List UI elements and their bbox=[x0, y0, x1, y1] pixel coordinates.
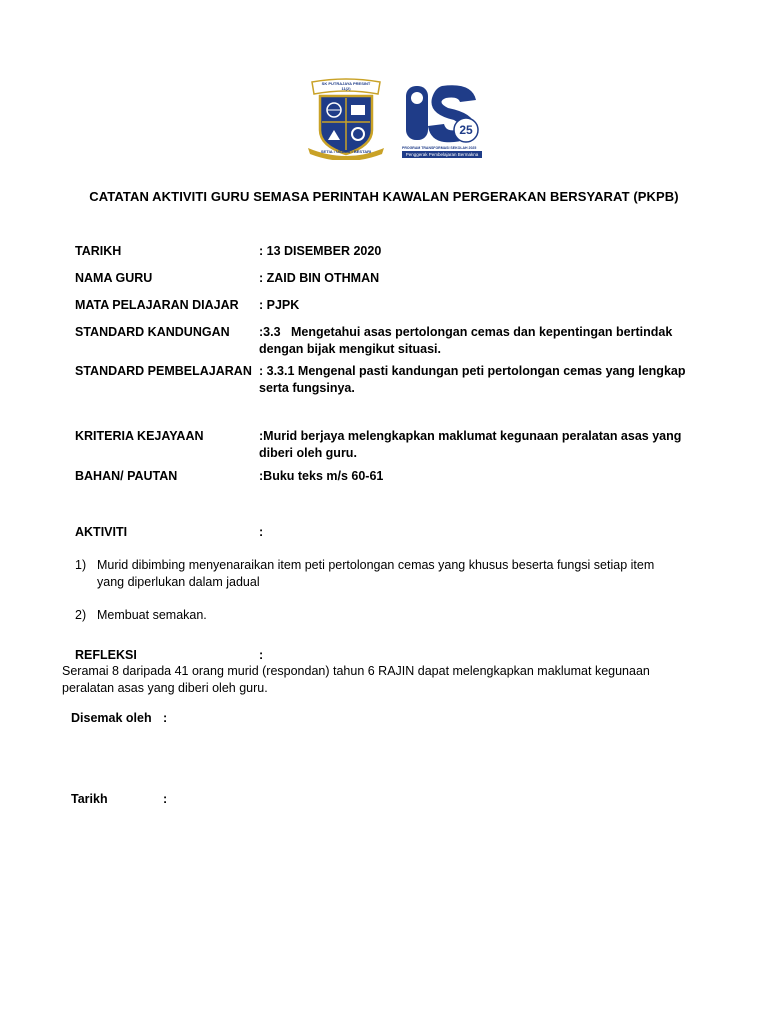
school-crest-logo bbox=[298, 78, 394, 160]
tarikh-signoff-colon: : bbox=[163, 792, 168, 806]
tarikh-signoff-label: Tarikh bbox=[71, 792, 108, 806]
field-value-nama-guru: : ZAID BIN OTHMAN bbox=[259, 271, 380, 285]
crest-motto-text: SETIA • USAHA • BESTARI bbox=[320, 149, 372, 154]
document-title: CATATAN AKTIVITI GURU SEMASA PERINTAH KAWALAN PERGERAKAN BERSYARAT (PKPB) bbox=[89, 189, 679, 204]
field-value-standard-kandungan: :3.3 Mengetahui asas pertolongan cemas dan kepentingan bertindak dengan bijak mengikut situasi. bbox=[259, 325, 676, 356]
refleksi-colon: : bbox=[259, 648, 264, 662]
aktiviti-item-text-1: Murid dibimbing menyenaraikan item peti pertolongan cemas yang khusus beserta fungsi setiap item yang diperlukan dalam jadual bbox=[97, 558, 655, 589]
ts25-tagline: Penggerak Pembelajaran Bermakna bbox=[402, 151, 482, 158]
aktiviti-item-number-2: 2) bbox=[75, 608, 87, 622]
ts25-logo bbox=[402, 80, 482, 160]
field-label-standard-kandungan: STANDARD KANDUNGAN bbox=[75, 325, 230, 339]
field-value-mata-pelajaran: : PJPK bbox=[259, 298, 300, 312]
aktiviti-item-number-1: 1) bbox=[75, 558, 87, 572]
disemak-label: Disemak oleh bbox=[71, 711, 152, 725]
refleksi-label: REFLEKSI bbox=[75, 648, 137, 662]
field-label-kriteria-kejayaan: KRITERIA KEJAYAAN bbox=[75, 429, 204, 443]
field-label-tarikh: TARIKH bbox=[75, 244, 122, 258]
refleksi-text: Seramai 8 daripada 41 orang murid (respondan) tahun 6 RAJIN dapat melengkapkan maklumat kegunaan peralatan asas yang diberi oleh guru. bbox=[62, 664, 650, 695]
crest-banner-text: SK PUTRAJAYA PRESINT 11(2) bbox=[321, 81, 371, 91]
aktiviti-label: AKTIVITI bbox=[75, 525, 128, 539]
aktiviti-colon: : bbox=[259, 525, 264, 539]
field-value-kriteria-kejayaan: :Murid berjaya melengkapkan maklumat kegunaan peralatan asas yang diberi oleh guru. bbox=[259, 429, 682, 460]
field-label-nama-guru: NAMA GURU bbox=[75, 271, 153, 285]
field-value-tarikh: : 13 DISEMBER 2020 bbox=[259, 244, 382, 258]
ts25-caption: PROGRAM TRANSFORMASI SEKOLAH 2025 bbox=[402, 146, 477, 150]
field-value-standard-pembelajaran: : 3.3.1 Mengenal pasti kandungan peti pertolongan cemas yang lengkap serta fungsinya. bbox=[259, 364, 686, 395]
ts25-number: 25 bbox=[459, 123, 473, 137]
disemak-colon: : bbox=[163, 711, 168, 725]
field-label-mata-pelajaran: MATA PELAJARAN DIAJAR bbox=[75, 298, 239, 312]
field-label-bahan-pautan: BAHAN/ PAUTAN bbox=[75, 469, 178, 483]
aktiviti-item-text-2: Membuat semakan. bbox=[97, 608, 207, 622]
field-value-bahan-pautan: :Buku teks m/s 60-61 bbox=[259, 469, 384, 483]
field-label-standard-pembelajaran: STANDARD PEMBELAJARAN bbox=[75, 364, 252, 378]
